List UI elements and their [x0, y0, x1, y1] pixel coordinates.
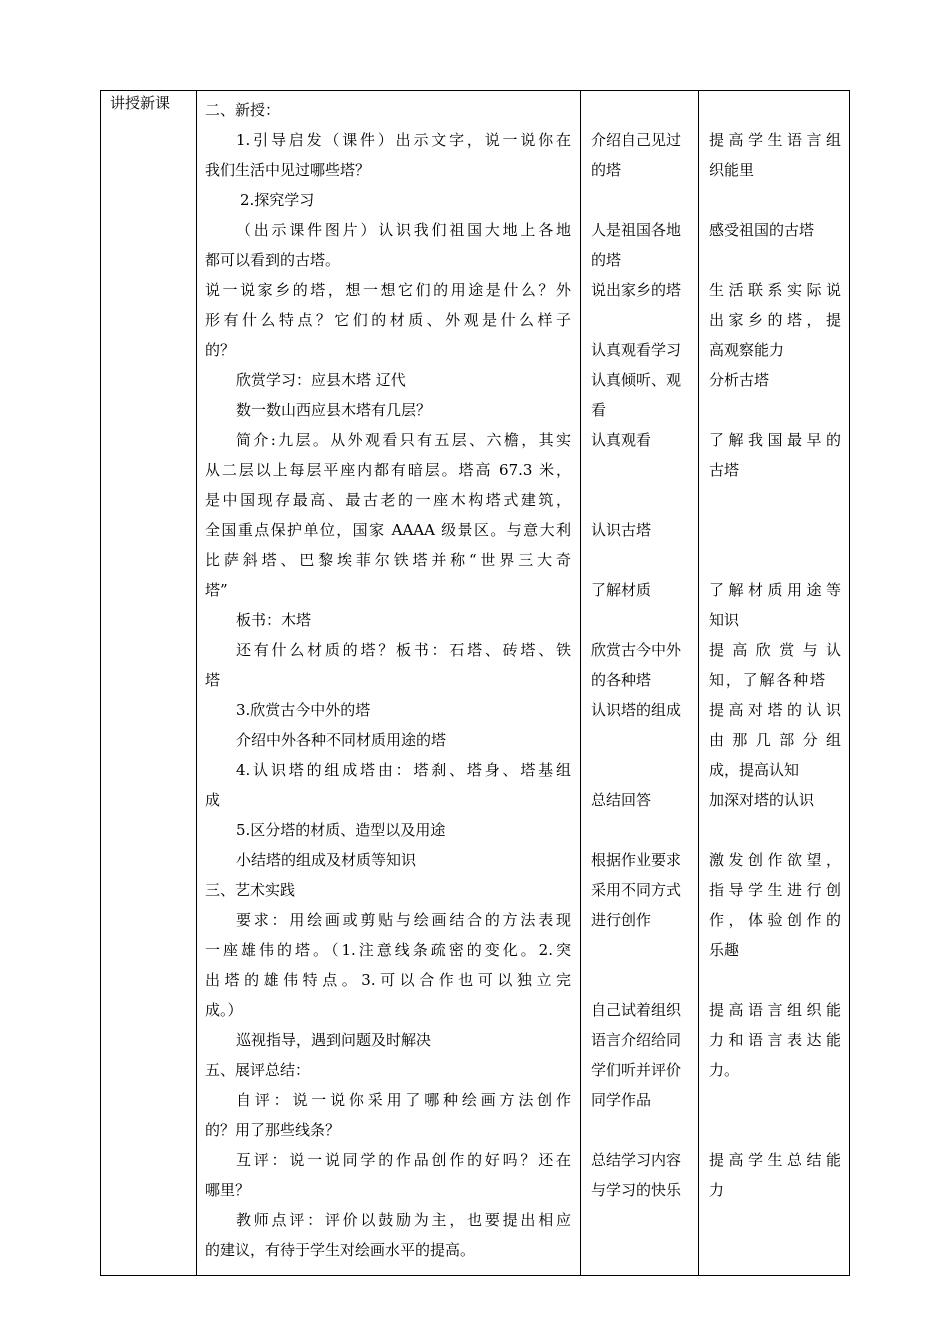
- content-line: 2.探究学习: [240, 191, 315, 209]
- section-label: 讲授新课: [110, 94, 171, 112]
- lesson-plan-table: [100, 90, 850, 1276]
- student-line: 认真观看: [591, 431, 652, 449]
- student-line: 说出家乡的塔: [591, 281, 682, 299]
- content-line: 塔: [205, 671, 221, 689]
- student-line: 与学习的快乐: [591, 1181, 682, 1199]
- intent-line: 成，提高认知: [709, 761, 800, 779]
- intent-line: 作，体验创作的: [709, 911, 841, 929]
- content-line: 成。）: [205, 1001, 243, 1019]
- intent-line: 乐趣: [709, 941, 740, 959]
- intent-line: 知识: [709, 611, 740, 629]
- intent-line: 力。: [709, 1061, 740, 1079]
- content-line: 都可以看到的古塔。: [205, 251, 341, 269]
- intent-line: 出家乡的塔，提: [709, 311, 841, 329]
- intent-line: 生活联系实际说: [709, 281, 841, 299]
- content-line: 巡视指导，遇到问题及时解决: [236, 1031, 432, 1049]
- content-line: 哪里？: [205, 1181, 251, 1199]
- column-divider: [698, 91, 699, 1275]
- content-line: 简介:九层。从外观看只有五层、六檐，其实: [236, 431, 571, 449]
- intent-line: 高观察能力: [709, 341, 785, 359]
- student-line: 自己试着组织: [591, 1001, 682, 1019]
- content-line: 我们生活中见过哪些塔？: [205, 161, 371, 179]
- student-line: 看: [591, 401, 607, 419]
- intent-line: 知，了解各种塔: [709, 671, 825, 689]
- content-line: 三、艺术实践: [205, 881, 296, 899]
- content-line: 板书：木塔: [236, 611, 312, 629]
- content-line: 一座雄伟的塔。（1.注意线条疏密的变化。2.突: [205, 941, 571, 959]
- content-line: 欣赏学习：应县木塔 辽代: [236, 371, 406, 389]
- content-line: 说一说家乡的塔，想一想它们的用途是什么？外: [205, 281, 571, 299]
- intent-line: 指导学生进行创: [709, 881, 841, 899]
- intent-line: 提高学生总结能: [709, 1151, 841, 1169]
- column-divider: [580, 91, 581, 1275]
- student-line: 了解材质: [591, 581, 652, 599]
- student-line: 的塔: [591, 161, 622, 179]
- student-line: 同学作品: [591, 1091, 652, 1109]
- intent-line: 了解我国最早的: [709, 431, 841, 449]
- student-line: 欣赏古今中外: [591, 641, 682, 659]
- student-line: 人是祖国各地: [591, 221, 682, 239]
- content-line: 的？用了那些线条？: [205, 1121, 341, 1139]
- student-line: 认识塔的组成: [591, 701, 682, 719]
- student-line: 根据作业要求: [591, 851, 682, 869]
- content-line: 出塔的雄伟特点。3.可以合作也可以独立完: [205, 971, 571, 989]
- student-line: 介绍自己见过: [591, 131, 682, 149]
- student-line: 总结回答: [591, 791, 652, 809]
- content-line: 小结塔的组成及材质等知识: [236, 851, 417, 869]
- content-line: 数一数山西应县木塔有几层？: [236, 401, 432, 419]
- content-line: 塔”: [205, 581, 228, 599]
- content-line: 从二层以上每层平座内都有暗层。塔高 67.3 米，: [205, 461, 571, 479]
- intent-line: 力和语言表达能: [709, 1031, 841, 1049]
- content-line: 全国重点保护单位，国家 AAAA 级景区。与意大利: [205, 521, 571, 539]
- intent-line: 由那几部分组: [709, 731, 841, 749]
- content-line: 教师点评：评价以鼓励为主，也要提出相应: [236, 1211, 571, 1229]
- content-line: 互评：说一说同学的作品创作的好吗？还在: [236, 1151, 571, 1169]
- content-line: 五、展评总结：: [205, 1061, 311, 1079]
- content-line: 二、新授：: [205, 101, 281, 119]
- student-line: 语言介绍给同: [591, 1031, 682, 1049]
- content-line: 1.引导启发（课件）出示文字，说一说你在: [236, 131, 571, 149]
- student-line: 认真观看学习: [591, 341, 682, 359]
- student-line: 认识古塔: [591, 521, 652, 539]
- content-line: 介绍中外各种不同材质用途的塔: [236, 731, 447, 749]
- intent-line: 了解材质用途等: [709, 581, 841, 599]
- intent-line: 加深对塔的认识: [709, 791, 815, 809]
- content-line: 比萨斜塔、巴黎埃菲尔铁塔并称“世界三大奇: [205, 551, 571, 569]
- content-line: 是中国现存最高、最古老的一座木构塔式建筑，: [205, 491, 571, 509]
- content-line: 3.欣赏古今中外的塔: [236, 701, 371, 719]
- intent-line: 力: [709, 1181, 725, 1199]
- content-line: 4.认识塔的组成塔由：塔刹、塔身、塔基组: [236, 761, 571, 779]
- student-line: 的各种塔: [591, 671, 652, 689]
- intent-line: 提高语言组织能: [709, 1001, 841, 1019]
- intent-line: 分析古塔: [709, 371, 770, 389]
- content-line: 成: [205, 791, 221, 809]
- content-line: 5.区分塔的材质、造型以及用途: [236, 821, 446, 839]
- content-line: （出示课件图片）认识我们祖国大地上各地: [236, 221, 571, 239]
- intent-line: 感受祖国的古塔: [709, 221, 815, 239]
- student-line: 学们听并评价: [591, 1061, 682, 1079]
- student-line: 总结学习内容: [591, 1151, 682, 1169]
- intent-line: 织能里: [709, 161, 755, 179]
- student-line: 采用不同方式: [591, 881, 682, 899]
- intent-line: 古塔: [709, 461, 740, 479]
- student-line: 的塔: [591, 251, 622, 269]
- content-line: 的？: [205, 341, 236, 359]
- student-line: 进行创作: [591, 911, 652, 929]
- content-line: 的建议，有待于学生对绘画水平的提高。: [205, 1241, 476, 1259]
- student-line: 认真倾听、观: [591, 371, 682, 389]
- content-line: 形有什么特点？它们的材质、外观是什么样子: [205, 311, 571, 329]
- column-divider: [196, 91, 197, 1275]
- intent-line: 激发创作欲望，: [709, 851, 841, 869]
- intent-line: 提高学生语言组: [709, 131, 841, 149]
- content-line: 还有什么材质的塔？板书：石塔、砖塔、铁: [236, 641, 571, 659]
- intent-line: 提高对塔的认识: [709, 701, 841, 719]
- content-line: 自评：说一说你采用了哪种绘画方法创作: [236, 1091, 571, 1109]
- intent-line: 提高欣赏与认: [709, 641, 841, 659]
- content-line: 要求：用绘画或剪贴与绘画结合的方法表现: [236, 911, 571, 929]
